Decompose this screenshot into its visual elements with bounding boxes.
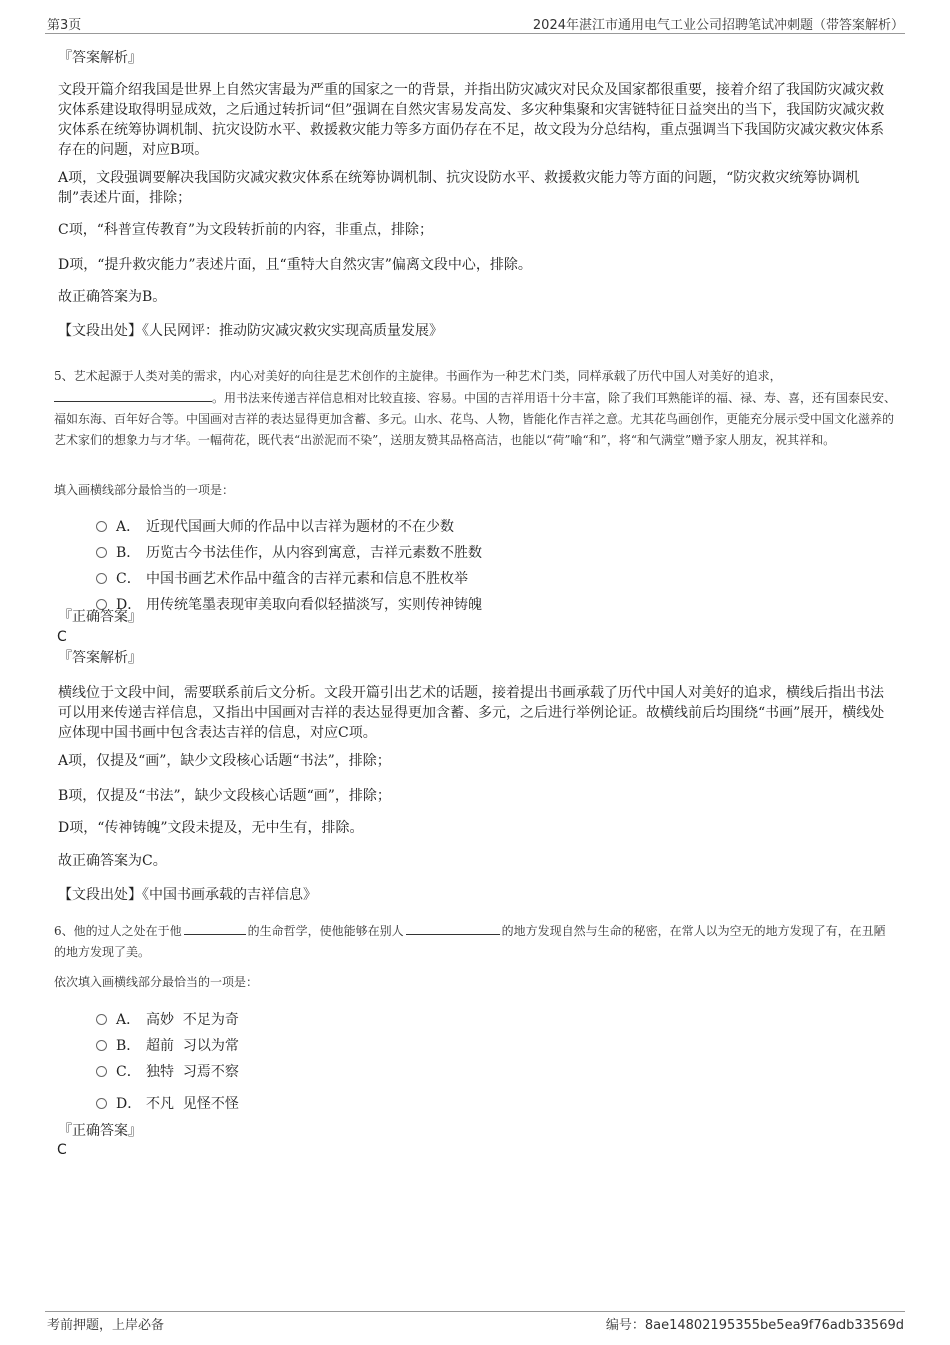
radio-icon[interactable] (96, 1040, 107, 1051)
q5-option-b-analysis: B项，仅提及“书法”，缺少文段核心话题“画”，排除； (58, 788, 391, 804)
footer-slogan: 考前押题，上岸必备 (47, 1318, 165, 1333)
q6-number: 6、 (54, 924, 74, 938)
q6-prompt: 依次填入画横线部分最恰当的一项是： (54, 975, 259, 989)
q4-conclusion: 故正确答案为B。 (58, 289, 167, 305)
q6-correct-label: 『正确答案』 (58, 1123, 142, 1139)
q4-option-d-analysis: D项，“提升救灾能力”表述片面，且“重特大自然灾害”偏离文段中心，排除。 (58, 257, 532, 273)
radio-icon[interactable] (96, 1066, 107, 1077)
q5-option-c[interactable]: C． 中国书画艺术作品中蕴含的吉祥元素和信息不胜枚举 (96, 569, 468, 589)
q4-analysis-text: 文段开篇介绍我国是世界上自然灾害最为严重的国家之一的背景，并指出防灾减灾对民众及国家都很重要，接着介绍了我国防灾减灾救灾体系建设取得明显成效，之后通过转折词“但”强调在自然灾害易发高发、多灾种集聚和灾害链特征日益突出的当下，我国防灾减灾救灾体系在统筹协调机制、抗灾设防水平、救援救灾能力等多方面仍存在不足，故文段为分总结构，重点强调当下我国防灾减灾救灾体系存在的问题，对应B项。 (58, 82, 885, 158)
q5-stem (54, 366, 896, 451)
radio-icon[interactable] (96, 521, 107, 532)
q6-option-b[interactable]: B． 超前 习以为常 (96, 1036, 239, 1056)
footer-divider (45, 1311, 905, 1312)
q6-option-a[interactable]: A． 高妙 不足为奇 (96, 1010, 239, 1030)
q4-analysis-label: 『答案解析』 (58, 50, 142, 66)
q5-source: 【文段出处】《中国书画承载的吉祥信息》 (58, 887, 317, 903)
q5-blank (54, 387, 212, 402)
radio-icon[interactable] (96, 573, 107, 584)
q5-correct-label: 『正确答案』 (58, 609, 142, 625)
q5-option-d[interactable]: D． 用传统笔墨表现审美取向看似轻描淡写，实则传神铸魄 (96, 595, 482, 615)
q6-stem: 6、他的过人之处在于他 的生命哲学，使他能够在别人 的地方发现自然与生命的秘密，在常人以为空无的地方发现了有，在丑陋的地方发现了美。 (54, 920, 896, 963)
footer-code: 编号：8ae14802195355be5ea9f76adb33569d (605, 1318, 904, 1333)
q6-correct-answer: C (57, 1142, 67, 1158)
q5-analysis-label: 『答案解析』 (58, 650, 142, 666)
q4-option-c-analysis: C项，“科普宣传教育”为文段转折前的内容，非重点，排除； (58, 222, 434, 238)
q5-prompt: 填入画横线部分最恰当的一项是： (54, 483, 235, 497)
q5-text-after: 。用书法来传递吉祥信息相对比较直接、容易。中国的吉祥用语十分丰富，除了我们耳熟能详的福、禄、寿、喜，还有国泰民安、福如东海、百年好合等。中国画对吉祥的表达显得更加含蓄、多元。山水、花鸟、人物，皆能化作吉祥之意。尤其花鸟画创作，更能充分展示受中国文化滋养的艺术家们的想象力与才华。一幅荷花，既代表“出淤泥而不染”，送朋友赞其品格高洁，也能以“荷”喻“和”，将“和气满堂”赠予家人朋友，祝其祥和。 (54, 391, 897, 447)
q5-option-d-analysis: D项，“传神铸魄”文段未提及，无中生有，排除。 (58, 820, 364, 836)
q4-option-a-analysis: A项，文段强调要解决我国防灾减灾救灾体系在统筹协调机制、抗灾设防水平、救援救灾能力等方面的问题，“防灾救灾统筹协调机制”表述片面，排除； (58, 170, 860, 206)
page-number: 第3页 (47, 18, 82, 33)
q6-blank-1 (184, 920, 246, 935)
q5-correct-answer: C (57, 629, 67, 645)
q5-analysis-text: 横线位于文段中间，需要联系前后文分析。文段开篇引出艺术的话题，接着提出书画承载了历代中国人对美好的追求，横线后指出书法可以用来传递吉祥信息，又指出中国画对吉祥的表达显得更加含蓄、多元，之后进行举例论证。故横线前后均围绕“书画”展开，横线处应体现中国书画中包含表达吉祥的信息，对应C项。 (58, 685, 885, 741)
q5-option-a[interactable]: A． 近现代国画大师的作品中以吉祥为题材的不在少数 (96, 517, 454, 537)
radio-icon[interactable] (96, 1014, 107, 1025)
q5-option-a-analysis: A项，仅提及“画”，缺少文段核心话题“书法”，排除； (58, 753, 391, 769)
q5-text-before: 艺术起源于人类对美的需求，内心对美好的向往是艺术创作的主旋律。书画作为一种艺术门类，同样承载了历代中国人对美好的追求， (73, 369, 782, 383)
q5-conclusion: 故正确答案为C。 (58, 853, 167, 869)
q5-number: 5、 (54, 369, 74, 383)
radio-icon[interactable] (96, 547, 107, 558)
q6-option-d[interactable]: D． 不凡 见怪不怪 (96, 1094, 239, 1114)
q5-option-b[interactable]: B． 历览古今书法佳作，从内容到寓意，吉祥元素数不胜数 (96, 543, 482, 563)
header-divider (45, 33, 905, 34)
radio-icon[interactable] (96, 1098, 107, 1109)
document-title: 2024年湛江市通用电气工业公司招聘笔试冲刺题（带答案解析） (532, 18, 904, 33)
q6-option-c[interactable]: C． 独特 习焉不察 (96, 1062, 239, 1082)
q6-blank-2 (406, 920, 500, 935)
q4-source: 【文段出处】《人民网评：推动防灾减灾救灾实现高质量发展》 (58, 323, 443, 339)
